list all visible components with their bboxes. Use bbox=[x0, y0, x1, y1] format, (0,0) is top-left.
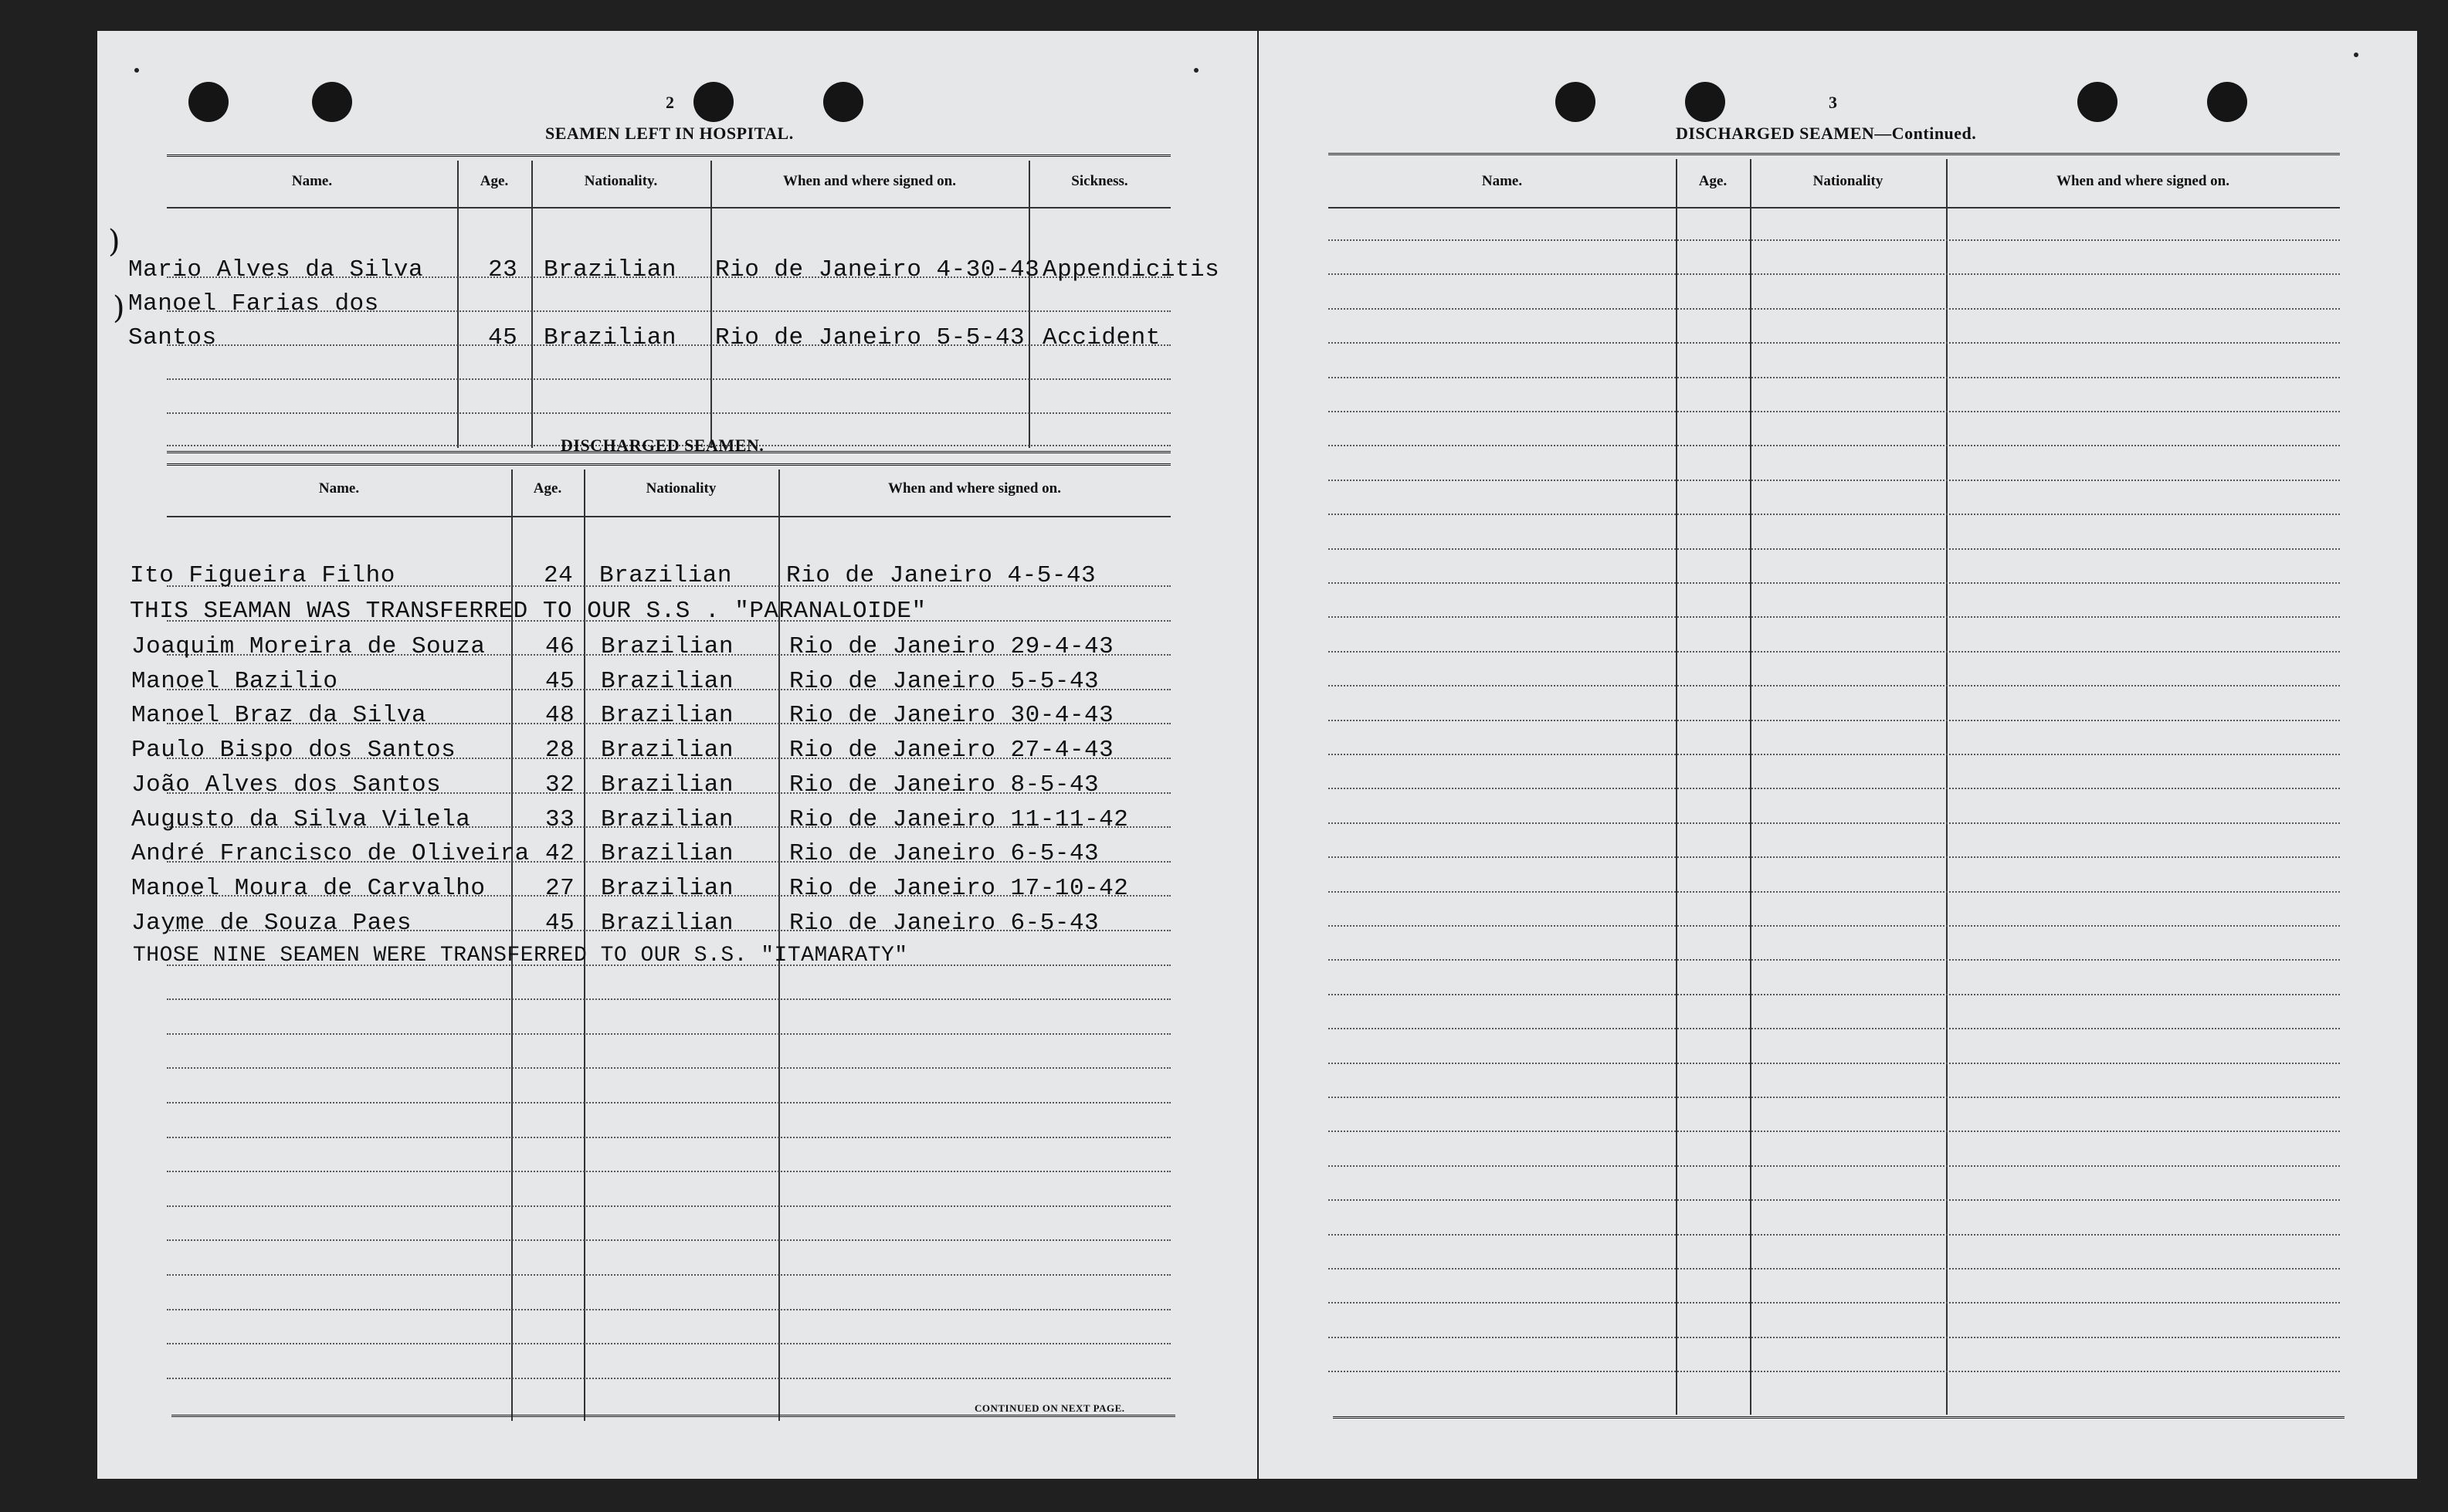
col-header-name: Name. bbox=[318, 480, 360, 497]
hospital-nationality: Brazilian bbox=[544, 256, 676, 283]
ruled-line bbox=[1328, 582, 2340, 584]
hospital-age: 45 bbox=[488, 324, 518, 351]
seaman-name: André Francisco de Oliveira bbox=[131, 840, 530, 867]
transfer-note: THIS SEAMAN WAS TRANSFERRED TO OUR S.S . "PARANALOIDE" bbox=[130, 598, 927, 625]
ruled-line bbox=[167, 1309, 1171, 1310]
table-top-rule bbox=[1328, 153, 2340, 160]
seaman-age: 27 bbox=[545, 875, 575, 902]
table-top-rule bbox=[167, 154, 1171, 161]
ruled-line bbox=[1328, 239, 2340, 241]
hospital-title: SEAMEN LEFT IN HOSPITAL. bbox=[545, 124, 794, 143]
seaman-name: João Alves dos Santos bbox=[131, 771, 442, 798]
ruled-line bbox=[1328, 754, 2340, 755]
page-number: 3 bbox=[1829, 93, 1837, 112]
ruled-line bbox=[1328, 1131, 2340, 1132]
seaman-nationality: Brazilian bbox=[601, 806, 734, 833]
ruled-line bbox=[1328, 616, 2340, 618]
col-divider bbox=[531, 161, 533, 448]
ruled-line bbox=[167, 1378, 1171, 1379]
ruled-line bbox=[1328, 822, 2340, 824]
ruled-line bbox=[1328, 445, 2340, 446]
ruled-line bbox=[167, 1137, 1171, 1138]
speck bbox=[1194, 68, 1199, 73]
ruled-line bbox=[1328, 959, 2340, 961]
ruled-line bbox=[167, 1205, 1171, 1207]
col-header-nationality: Nationality bbox=[1812, 173, 1883, 189]
seaman-name: Manoel Moura de Carvalho bbox=[131, 875, 486, 902]
ruled-line bbox=[1328, 273, 2340, 275]
punch-hole bbox=[2207, 82, 2247, 122]
seaman-signed-on: Rio de Janeiro 17-10-42 bbox=[789, 875, 1129, 902]
ruled-line bbox=[167, 1102, 1171, 1103]
ruled-line bbox=[1328, 1268, 2340, 1270]
seaman-name: Manoel Bazilio bbox=[131, 668, 338, 695]
ruled-line bbox=[167, 1171, 1171, 1172]
seaman-name: Paulo Bispo dos Santos bbox=[131, 737, 456, 764]
seaman-age: 33 bbox=[545, 806, 575, 833]
col-header-signed-on: When and where signed on. bbox=[887, 480, 1061, 497]
punch-hole bbox=[188, 82, 229, 122]
col-header-signed-on: When and where signed on. bbox=[782, 173, 956, 189]
ruled-line bbox=[167, 1033, 1171, 1035]
ruled-line bbox=[167, 1239, 1171, 1241]
hospital-name: Manoel Farias dos bbox=[128, 290, 379, 317]
hospital-signed-on: Rio de Janeiro 4-30-43 bbox=[715, 256, 1040, 283]
seaman-nationality: Brazilian bbox=[601, 840, 734, 867]
ruled-line bbox=[167, 1343, 1171, 1344]
seaman-age: 48 bbox=[545, 702, 575, 729]
seaman-signed-on: Rio de Janeiro 11-11-42 bbox=[789, 806, 1129, 833]
ruled-line bbox=[1328, 377, 2340, 378]
speck bbox=[2354, 53, 2358, 57]
seaman-age: 45 bbox=[545, 910, 575, 937]
col-header-age: Age. bbox=[480, 173, 509, 189]
tick-mark: ) bbox=[108, 224, 120, 259]
col-header-nationality: Nationality. bbox=[584, 173, 658, 189]
seaman-nationality: Brazilian bbox=[601, 737, 734, 764]
seaman-age: 28 bbox=[545, 737, 575, 764]
ruled-line bbox=[1328, 1234, 2340, 1236]
table-bottom-rule bbox=[171, 1415, 1175, 1422]
ruled-line bbox=[1328, 994, 2340, 995]
seaman-signed-on: Rio de Janeiro 4-5-43 bbox=[786, 562, 1097, 589]
hospital-name: Mario Alves da Silva bbox=[128, 256, 424, 283]
transfer-note: THOSE NINE SEAMEN WERE TRANSFERRED TO OUR S.S. "ITAMARATY" bbox=[133, 944, 908, 968]
seaman-age: 46 bbox=[545, 633, 575, 660]
seaman-age: 42 bbox=[545, 840, 575, 867]
punch-hole bbox=[1685, 82, 1725, 122]
hospital-sickness: Accident bbox=[1043, 324, 1161, 351]
seaman-name: Augusto da Silva Vilela bbox=[131, 806, 471, 833]
ruled-line bbox=[1328, 514, 2340, 515]
ruled-line bbox=[1328, 685, 2340, 687]
seaman-name: Jayme de Souza Paes bbox=[131, 910, 412, 937]
punch-hole bbox=[693, 82, 734, 122]
ruled-line bbox=[167, 378, 1171, 380]
punch-hole bbox=[312, 82, 352, 122]
ruled-line bbox=[1328, 1337, 2340, 1338]
ruled-line bbox=[1328, 651, 2340, 653]
col-divider bbox=[1676, 159, 1677, 1415]
ruled-line bbox=[1328, 1199, 2340, 1201]
seaman-age: 24 bbox=[544, 562, 574, 589]
col-header-age: Age. bbox=[533, 480, 562, 497]
ruled-line bbox=[1328, 1028, 2340, 1029]
ruled-line bbox=[1328, 1097, 2340, 1098]
seaman-nationality: Brazilian bbox=[601, 668, 734, 695]
seaman-age: 32 bbox=[545, 771, 575, 798]
header-rule bbox=[1328, 207, 2340, 208]
seaman-age: 45 bbox=[545, 668, 575, 695]
table-top-rule bbox=[167, 463, 1171, 470]
ruled-line bbox=[167, 412, 1171, 414]
hospital-nationality: Brazilian bbox=[544, 324, 676, 351]
hospital-age: 23 bbox=[488, 256, 518, 283]
ruled-line bbox=[1328, 925, 2340, 927]
ruled-line bbox=[1328, 1063, 2340, 1064]
seaman-nationality: Brazilian bbox=[599, 562, 732, 589]
page-number: 2 bbox=[666, 93, 674, 112]
left-page bbox=[97, 31, 1257, 1479]
ruled-line bbox=[1328, 1371, 2340, 1372]
col-header-nationality: Nationality bbox=[646, 480, 717, 497]
col-divider bbox=[710, 161, 712, 448]
col-divider bbox=[1750, 159, 1751, 1415]
discharged-continued-title: DISCHARGED SEAMEN—Continued. bbox=[1676, 124, 1977, 143]
hospital-sickness: Appendicitis bbox=[1043, 256, 1220, 283]
seaman-signed-on: Rio de Janeiro 29-4-43 bbox=[789, 633, 1114, 660]
punch-hole bbox=[823, 82, 863, 122]
punch-hole bbox=[2077, 82, 2117, 122]
hospital-signed-on: Rio de Janeiro 5-5-43 bbox=[715, 324, 1026, 351]
seaman-nationality: Brazilian bbox=[601, 633, 734, 660]
col-header-sickness: Sickness. bbox=[1071, 173, 1128, 189]
seaman-signed-on: Rio de Janeiro 30-4-43 bbox=[789, 702, 1114, 729]
hospital-name-cont: Santos bbox=[128, 324, 217, 351]
col-divider bbox=[1946, 159, 1948, 1415]
ruled-line bbox=[167, 1274, 1171, 1276]
ruled-line bbox=[1328, 308, 2340, 310]
table-bottom-rule bbox=[1333, 1416, 2345, 1423]
seaman-name: Ito Figueira Filho bbox=[130, 562, 395, 589]
col-header-name: Name. bbox=[291, 173, 333, 189]
col-header-name: Name. bbox=[1481, 173, 1523, 189]
ruled-line bbox=[1328, 891, 2340, 893]
seaman-signed-on: Rio de Janeiro 27-4-43 bbox=[789, 737, 1114, 764]
seaman-name: Joaquim Moreira de Souza bbox=[131, 633, 486, 660]
header-rule bbox=[167, 207, 1171, 208]
ruled-line bbox=[1328, 1302, 2340, 1304]
seaman-nationality: Brazilian bbox=[601, 875, 734, 902]
seaman-signed-on: Rio de Janeiro 8-5-43 bbox=[789, 771, 1100, 798]
ruled-line bbox=[1328, 411, 2340, 412]
discharged-title: DISCHARGED SEAMEN. bbox=[561, 436, 765, 455]
ruled-line bbox=[1328, 342, 2340, 344]
ruled-line bbox=[167, 1067, 1171, 1069]
seaman-signed-on: Rio de Janeiro 6-5-43 bbox=[789, 910, 1100, 937]
tick-mark: ) bbox=[113, 290, 125, 326]
ruled-line bbox=[1328, 1165, 2340, 1167]
ruled-line bbox=[1328, 548, 2340, 550]
col-header-signed-on: When and where signed on. bbox=[2056, 173, 2229, 189]
seaman-signed-on: Rio de Janeiro 5-5-43 bbox=[789, 668, 1100, 695]
ruled-line bbox=[1328, 480, 2340, 481]
col-divider bbox=[1029, 161, 1030, 448]
punch-hole bbox=[1555, 82, 1595, 122]
ruled-line bbox=[167, 998, 1171, 1000]
ruled-line bbox=[1328, 720, 2340, 721]
ruled-line bbox=[1328, 788, 2340, 789]
right-page bbox=[1259, 31, 2417, 1479]
header-rule bbox=[167, 516, 1171, 517]
seaman-name: Manoel Braz da Silva bbox=[131, 702, 427, 729]
seaman-nationality: Brazilian bbox=[601, 910, 734, 937]
ruled-line bbox=[1328, 856, 2340, 858]
speck bbox=[134, 68, 139, 73]
col-header-age: Age. bbox=[1698, 173, 1728, 189]
col-divider bbox=[457, 161, 459, 448]
seaman-nationality: Brazilian bbox=[601, 702, 734, 729]
seaman-nationality: Brazilian bbox=[601, 771, 734, 798]
continued-footer: CONTINUED ON NEXT PAGE. bbox=[975, 1402, 1125, 1414]
seaman-signed-on: Rio de Janeiro 6-5-43 bbox=[789, 840, 1100, 867]
